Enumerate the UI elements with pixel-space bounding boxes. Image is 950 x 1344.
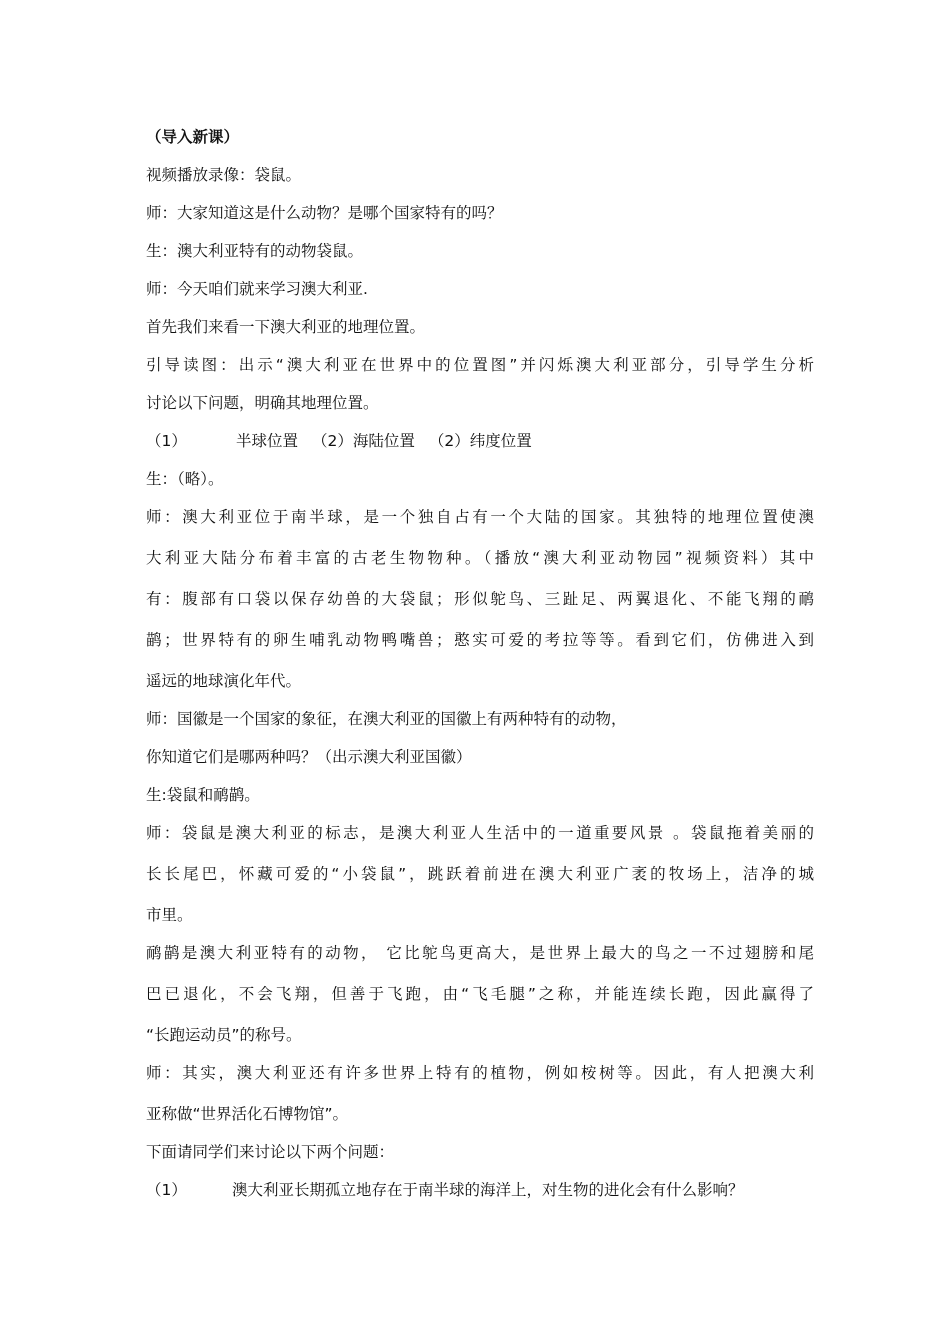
section-heading: （导入新课） — [146, 128, 240, 146]
list-item-land-sea: （2）海陆位置 — [312, 432, 415, 450]
paragraph-plants-line-1: 师：其实，澳大利亚还有许多世界上特有的植物，例如桉树等。因此，有人把澳大利 — [146, 1064, 814, 1082]
paragraph-plants-line-2: 亚称做“世界活化石博物馆”。 — [146, 1105, 349, 1123]
paragraph-guide-line-1: 引导读图：出示“澳大利亚在世界中的位置图”并闪烁澳大利亚部分，引导学生分析 — [146, 356, 814, 374]
paragraph-emu-line-1: 鸸鹋是澳大利亚特有的动物， 它比鸵鸟更高大，是世界上最大的鸟之一不过翅膀和尾 — [146, 944, 814, 962]
paragraph-teacher-animals-line-5: 遥远的地球演化年代。 — [146, 672, 302, 690]
paragraph-student-omitted: 生：（略）。 — [146, 470, 224, 488]
paragraph-kangaroo-line-1: 师：袋鼠是澳大利亚的标志，是澳大利亚人生活中的一道重要风景 。袋鼠拖着美丽的 — [146, 824, 814, 842]
paragraph-kangaroo-line-3: 市里。 — [146, 906, 193, 924]
list-number: （1） — [146, 1181, 187, 1199]
list-item-latitude: （2）纬度位置 — [428, 432, 532, 450]
paragraph-kangaroo-line-2: 长长尾巴，怀藏可爱的“小袋鼠”，跳跃着前进在澳大利亚广袤的牧场上，洁净的城 — [146, 865, 814, 883]
paragraph-discussion-intro: 下面请同学们来讨论以下两个问题： — [146, 1143, 395, 1161]
list-item-isolation-question: 澳大利亚长期孤立地存在于南半球的海洋上，对生物的进化会有什么影响？ — [232, 1181, 744, 1199]
paragraph-emu-line-3: “长跑运动员”的称号。 — [146, 1026, 302, 1044]
paragraph-guide-line-2: 讨论以下问题，明确其地理位置。 — [146, 394, 379, 412]
paragraph-emblem-question: 你知道它们是哪两种吗？（出示澳大利亚国徽） — [146, 748, 472, 766]
paragraph-student-answer: 生：澳大利亚特有的动物袋鼠。 — [146, 242, 364, 260]
paragraph-teacher-question: 师：大家知道这是什么动物？是哪个国家特有的吗？ — [146, 204, 503, 222]
paragraph-video: 视频播放录像：袋鼠。 — [146, 166, 302, 184]
paragraph-location-intro: 首先我们来看一下澳大利亚的地理位置。 — [146, 318, 426, 336]
discussion-question-list — [146, 1177, 814, 1204]
document-body — [146, 124, 814, 1204]
paragraph-student-emblem-answer: 生:袋鼠和鸸鹋。 — [146, 786, 260, 804]
paragraph-emu-line-2: 巴已退化，不会飞翔，但善于飞跑，由“飞毛腿”之称，并能连续长跑，因此赢得了 — [146, 985, 814, 1003]
list-number: （1） — [146, 432, 187, 450]
list-item-hemisphere: 半球位置 — [236, 432, 299, 450]
paragraph-teacher-animals-line-4: 鹋；世界特有的卵生哺乳动物鸭嘴兽；憨实可爱的考拉等等。看到它们，仿佛进入到 — [146, 631, 814, 649]
location-question-list — [146, 428, 814, 455]
paragraph-emblem: 师：国徽是一个国家的象征，在澳大利亚的国徽上有两种特有的动物， — [146, 710, 627, 728]
paragraph-teacher-animals-line-2: 大利亚大陆分布着丰富的古老生物物种。（播放“澳大利亚动物园”视频资料）其中 — [146, 549, 814, 567]
paragraph-teacher-intro: 师：今天咱们就来学习澳大利亚. — [146, 280, 368, 298]
paragraph-teacher-animals-line-1: 师：澳大利亚位于南半球，是一个独自占有一个大陆的国家。其独特的地理位置使澳 — [146, 508, 814, 526]
paragraph-teacher-animals-line-3: 有：腹部有口袋以保存幼兽的大袋鼠；形似鸵鸟、三趾足、两翼退化、不能飞翔的鸸 — [146, 590, 814, 608]
